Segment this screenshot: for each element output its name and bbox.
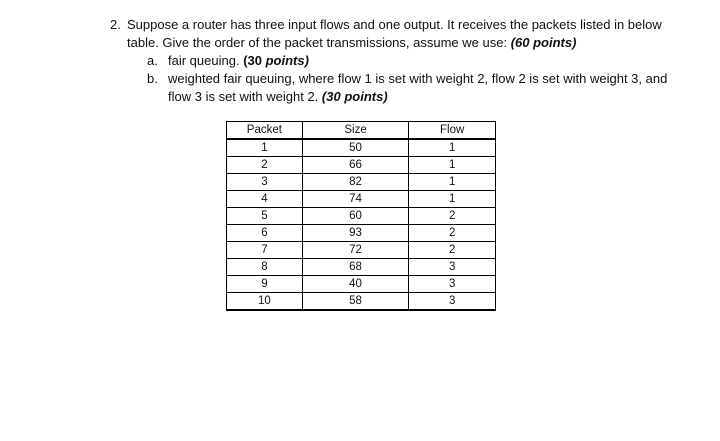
question-part-a bbox=[110, 52, 670, 70]
cell-flow: 1 bbox=[409, 139, 496, 157]
table-row bbox=[227, 242, 496, 259]
table-row bbox=[227, 276, 496, 293]
packet-table bbox=[226, 121, 496, 311]
table-row bbox=[227, 293, 496, 311]
cell-size: 68 bbox=[302, 259, 409, 276]
question-intro bbox=[110, 16, 670, 52]
table-row bbox=[227, 225, 496, 242]
part-b-letter: b. bbox=[147, 71, 158, 86]
cell-size: 66 bbox=[302, 157, 409, 174]
table-row bbox=[227, 259, 496, 276]
question-total-points: (60 points) bbox=[510, 35, 577, 50]
table-row bbox=[227, 139, 496, 157]
cell-size: 74 bbox=[302, 191, 409, 208]
question-intro-text: Suppose a router has three input flows and one output. It receives the packets listed in below table. Give the order of the packet transmissions, assume we use: bbox=[127, 17, 662, 50]
table-header-row bbox=[227, 122, 496, 140]
cell-packet: 5 bbox=[227, 208, 303, 225]
cell-flow: 2 bbox=[409, 225, 496, 242]
question-block bbox=[110, 16, 670, 106]
header-size: Size bbox=[302, 122, 409, 140]
part-b-points: (30 points) bbox=[321, 89, 388, 104]
part-a-points-italic: points) bbox=[265, 53, 309, 68]
part-a-letter: a. bbox=[147, 53, 158, 68]
cell-packet: 4 bbox=[227, 191, 303, 208]
table-row bbox=[227, 174, 496, 191]
question-number: 2. bbox=[110, 17, 121, 32]
cell-packet: 6 bbox=[227, 225, 303, 242]
cell-packet: 1 bbox=[227, 139, 303, 157]
cell-flow: 1 bbox=[409, 174, 496, 191]
cell-flow: 3 bbox=[409, 276, 496, 293]
cell-size: 50 bbox=[302, 139, 409, 157]
cell-size: 82 bbox=[302, 174, 409, 191]
part-b-text: weighted fair queuing, where flow 1 is set with weight 2, flow 2 is set with weight 3, and flow 3 is set with weight 2. bbox=[168, 71, 668, 104]
cell-size: 60 bbox=[302, 208, 409, 225]
cell-packet: 2 bbox=[227, 157, 303, 174]
cell-flow: 2 bbox=[409, 242, 496, 259]
cell-packet: 8 bbox=[227, 259, 303, 276]
cell-size: 40 bbox=[302, 276, 409, 293]
cell-packet: 3 bbox=[227, 174, 303, 191]
cell-flow: 1 bbox=[409, 157, 496, 174]
table-row bbox=[227, 157, 496, 174]
cell-flow: 1 bbox=[409, 191, 496, 208]
cell-size: 58 bbox=[302, 293, 409, 311]
part-a-points-bold: (30 bbox=[243, 53, 262, 68]
part-a-text: fair queuing. bbox=[168, 53, 240, 68]
table-row bbox=[227, 191, 496, 208]
cell-packet: 7 bbox=[227, 242, 303, 259]
question-part-b bbox=[110, 70, 670, 106]
cell-flow: 2 bbox=[409, 208, 496, 225]
cell-flow: 3 bbox=[409, 293, 496, 311]
cell-size: 72 bbox=[302, 242, 409, 259]
cell-flow: 3 bbox=[409, 259, 496, 276]
header-flow: Flow bbox=[409, 122, 496, 140]
cell-size: 93 bbox=[302, 225, 409, 242]
table-row bbox=[227, 208, 496, 225]
cell-packet: 10 bbox=[227, 293, 303, 311]
header-packet: Packet bbox=[227, 122, 303, 140]
cell-packet: 9 bbox=[227, 276, 303, 293]
